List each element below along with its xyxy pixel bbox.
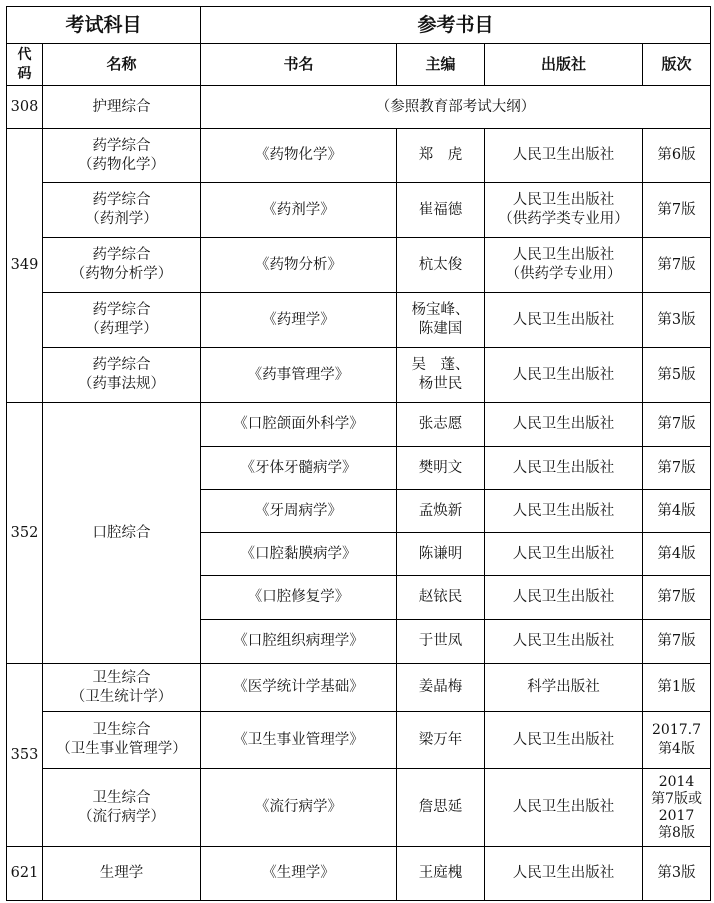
row-editor: 梁万年 bbox=[397, 712, 485, 769]
row-book: 《口腔组织病理学》 bbox=[201, 620, 397, 664]
row-code: 621 bbox=[7, 847, 43, 901]
table-row bbox=[7, 183, 711, 238]
row-edition: 第5版 bbox=[643, 348, 711, 403]
table-row bbox=[7, 664, 711, 712]
row-publisher: 人民卫生出版社 （供药学专业用） bbox=[485, 238, 643, 293]
row-subject: 药学综合 （药物化学） bbox=[43, 129, 201, 183]
row-edition: 第6版 bbox=[643, 129, 711, 183]
row-book: 《口腔黏膜病学》 bbox=[201, 533, 397, 576]
row-edition: 第7版 bbox=[643, 238, 711, 293]
header-code bbox=[7, 44, 43, 86]
row-edition: 第4版 bbox=[643, 490, 711, 533]
table-row bbox=[7, 129, 711, 183]
header-code-label: 代 码 bbox=[17, 46, 32, 82]
header-book: 书名 bbox=[201, 44, 397, 86]
row-publisher: 人民卫生出版社 bbox=[485, 293, 643, 348]
row-editor: 杭太俊 bbox=[397, 238, 485, 293]
header-subject-group: 考试科目 bbox=[7, 7, 201, 44]
header-column-row bbox=[7, 44, 711, 86]
row-code: 353 bbox=[7, 664, 43, 847]
row-editor: 王庭槐 bbox=[397, 847, 485, 901]
row-publisher: 人民卫生出版社 bbox=[485, 533, 643, 576]
row-edition: 第4版 bbox=[643, 533, 711, 576]
row-editor: 崔福德 bbox=[397, 183, 485, 238]
row-editor: 陈谦明 bbox=[397, 533, 485, 576]
row-book: 《卫生事业管理学》 bbox=[201, 712, 397, 769]
row-book: 《药事管理学》 bbox=[201, 348, 397, 403]
row-editor: 姜晶梅 bbox=[397, 664, 485, 712]
header-editor: 主编 bbox=[397, 44, 485, 86]
row-book: 《药物分析》 bbox=[201, 238, 397, 293]
header-edition: 版次 bbox=[643, 44, 711, 86]
header-books-group: 参考书目 bbox=[201, 7, 711, 44]
table-row bbox=[7, 293, 711, 348]
row-edition: 第7版 bbox=[643, 620, 711, 664]
row-subject: 卫生综合 （卫生统计学） bbox=[43, 664, 201, 712]
row-book: 《流行病学》 bbox=[201, 769, 397, 847]
row-editor: 樊明文 bbox=[397, 447, 485, 490]
header-group-row bbox=[7, 7, 711, 44]
row-publisher: 人民卫生出版社 bbox=[485, 769, 643, 847]
header-publisher: 出版社 bbox=[485, 44, 643, 86]
table-row bbox=[7, 403, 711, 447]
row-edition: 第3版 bbox=[643, 847, 711, 901]
row-edition: 2014 第7版或 2017 第8版 bbox=[643, 769, 711, 847]
table-row bbox=[7, 847, 711, 901]
row-note: （参照教育部考试大纲） bbox=[201, 86, 711, 129]
row-edition: 第1版 bbox=[643, 664, 711, 712]
row-book: 《牙周病学》 bbox=[201, 490, 397, 533]
row-code: 349 bbox=[7, 129, 43, 403]
row-subject: 护理综合 bbox=[43, 86, 201, 129]
row-editor: 吴 蓬、 杨世民 bbox=[397, 348, 485, 403]
row-publisher: 人民卫生出版社 bbox=[485, 348, 643, 403]
reference-book-table bbox=[6, 6, 711, 901]
row-edition: 2017.7 第4版 bbox=[643, 712, 711, 769]
row-edition: 第3版 bbox=[643, 293, 711, 348]
row-editor: 于世凤 bbox=[397, 620, 485, 664]
row-editor: 詹思延 bbox=[397, 769, 485, 847]
document-page bbox=[6, 6, 711, 901]
row-publisher: 人民卫生出版社 bbox=[485, 129, 643, 183]
table-row bbox=[7, 86, 711, 129]
row-publisher: 人民卫生出版社 bbox=[485, 576, 643, 620]
row-publisher: 人民卫生出版社 （供药学类专业用） bbox=[485, 183, 643, 238]
row-editor: 郑 虎 bbox=[397, 129, 485, 183]
row-edition: 第7版 bbox=[643, 447, 711, 490]
row-publisher: 人民卫生出版社 bbox=[485, 490, 643, 533]
table-row bbox=[7, 238, 711, 293]
row-editor: 张志愿 bbox=[397, 403, 485, 447]
row-book: 《药理学》 bbox=[201, 293, 397, 348]
row-subject: 卫生综合 （卫生事业管理学） bbox=[43, 712, 201, 769]
row-book: 《生理学》 bbox=[201, 847, 397, 901]
row-publisher: 人民卫生出版社 bbox=[485, 847, 643, 901]
header-name: 名称 bbox=[43, 44, 201, 86]
row-edition: 第7版 bbox=[643, 403, 711, 447]
row-book: 《口腔修复学》 bbox=[201, 576, 397, 620]
row-subject: 口腔综合 bbox=[43, 403, 201, 664]
row-editor: 孟焕新 bbox=[397, 490, 485, 533]
row-subject: 药学综合 （药理学） bbox=[43, 293, 201, 348]
row-editor: 杨宝峰、 陈建国 bbox=[397, 293, 485, 348]
table-row bbox=[7, 712, 711, 769]
row-code: 308 bbox=[7, 86, 43, 129]
row-publisher: 人民卫生出版社 bbox=[485, 447, 643, 490]
row-book: 《药剂学》 bbox=[201, 183, 397, 238]
row-code: 352 bbox=[7, 403, 43, 664]
row-subject: 药学综合 （药事法规） bbox=[43, 348, 201, 403]
row-publisher: 人民卫生出版社 bbox=[485, 403, 643, 447]
row-editor: 赵铱民 bbox=[397, 576, 485, 620]
row-publisher: 人民卫生出版社 bbox=[485, 712, 643, 769]
row-book: 《药物化学》 bbox=[201, 129, 397, 183]
row-subject: 药学综合 （药物分析学） bbox=[43, 238, 201, 293]
row-subject: 药学综合 （药剂学） bbox=[43, 183, 201, 238]
row-publisher: 科学出版社 bbox=[485, 664, 643, 712]
row-book: 《医学统计学基础》 bbox=[201, 664, 397, 712]
table-row bbox=[7, 348, 711, 403]
row-edition: 第7版 bbox=[643, 183, 711, 238]
row-publisher: 人民卫生出版社 bbox=[485, 620, 643, 664]
row-edition: 第7版 bbox=[643, 576, 711, 620]
row-subject: 生理学 bbox=[43, 847, 201, 901]
table-row bbox=[7, 769, 711, 847]
row-subject: 卫生综合 （流行病学） bbox=[43, 769, 201, 847]
row-book: 《牙体牙髓病学》 bbox=[201, 447, 397, 490]
row-book: 《口腔颌面外科学》 bbox=[201, 403, 397, 447]
